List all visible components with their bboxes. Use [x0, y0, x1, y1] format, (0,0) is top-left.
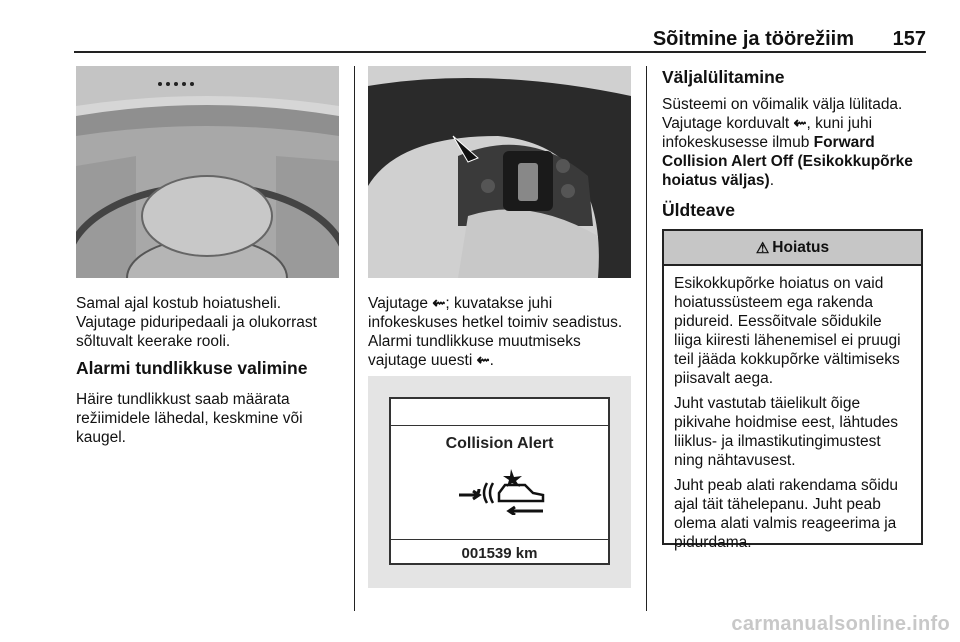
bold-message: Forward Collision Alert Off (Esikokkupõrke hoiatus väljas)	[662, 134, 913, 189]
header-rule	[74, 51, 926, 53]
odometer-readout: 001539 km	[461, 545, 538, 562]
collision-alert-icon: ⇜	[432, 295, 446, 312]
warning-header	[664, 231, 921, 266]
text-fragment: Vajutage	[368, 295, 433, 312]
display-screen	[389, 397, 610, 565]
column-divider	[646, 66, 647, 611]
col3-paragraph	[662, 95, 927, 190]
warning-box	[662, 229, 923, 551]
col3-heading-general: Üldteave	[662, 200, 735, 220]
display-title: Collision Alert	[445, 435, 554, 452]
warning-paragraph: Esikokkupõrke hoiatus on vaid hoiatussüsteem ega rakenda pidureid. Eessõitvale sõidukile liiga kiiresti lähenemisel ei pruugi teil jääda kokkupõrke vältimiseks piisavalt aega.	[674, 275, 901, 387]
col1-paragraph: Samal ajal kostub hoiatusheli. Vajutage piduripedaali ja olukorrast sõltuvalt keerake rooli.	[76, 295, 317, 350]
page-number: 157	[892, 28, 926, 50]
text-fragment: ; kuvatakse juhi infokeskuses hetkel toimiv seadistus. Alarmi tundlikkuse muutmiseks vajutage uuesti	[368, 295, 623, 369]
text-fragment: , kuni juhi infokeskusesse ilmub	[662, 115, 873, 151]
text-fragment: .	[489, 352, 494, 369]
warning-paragraph: Juht peab alati rakendama sõidu ajal täit tähelepanu. Juht peab olema alati valmis reageerima ja pidurdama.	[674, 477, 899, 551]
page-title: Sõitmine ja töörežiim	[652, 28, 854, 50]
collision-alert-icon: ⇜	[793, 115, 807, 132]
col2-paragraph	[368, 294, 638, 370]
warning-triangle-icon: ⚠	[755, 239, 770, 257]
warning-paragraph: Juht vastutab täielikult õige pikivahe hoidmise eest, lähtudes liiklus- ja ilmastikutingimustest ning nähtavusest.	[674, 395, 899, 469]
col1-heading: Alarmi tundlikkuse valimine	[76, 358, 308, 378]
steering-wheel-illustration	[368, 66, 631, 278]
collision-alert-icon: ⇜	[476, 352, 490, 369]
driver-info-display-illustration	[368, 376, 631, 588]
col1-paragraph-2: Häire tundlikkust saab määrata režiimidele lähedal, keskmine või kaugel.	[76, 391, 303, 446]
text-fragment: .	[769, 172, 774, 189]
page-header	[74, 28, 926, 50]
column-divider	[354, 66, 355, 611]
col3-heading-off: Väljalülitamine	[662, 67, 785, 87]
dashboard-illustration	[76, 66, 339, 278]
warning-body	[664, 266, 921, 552]
warning-title: Hoiatus	[772, 238, 830, 256]
text-fragment: Süsteemi on võimalik välja lülitada. Vajutage korduvalt	[662, 96, 903, 132]
collision-alert-symbol-icon	[455, 467, 547, 515]
watermark: carmanualsonline.info	[731, 613, 950, 635]
